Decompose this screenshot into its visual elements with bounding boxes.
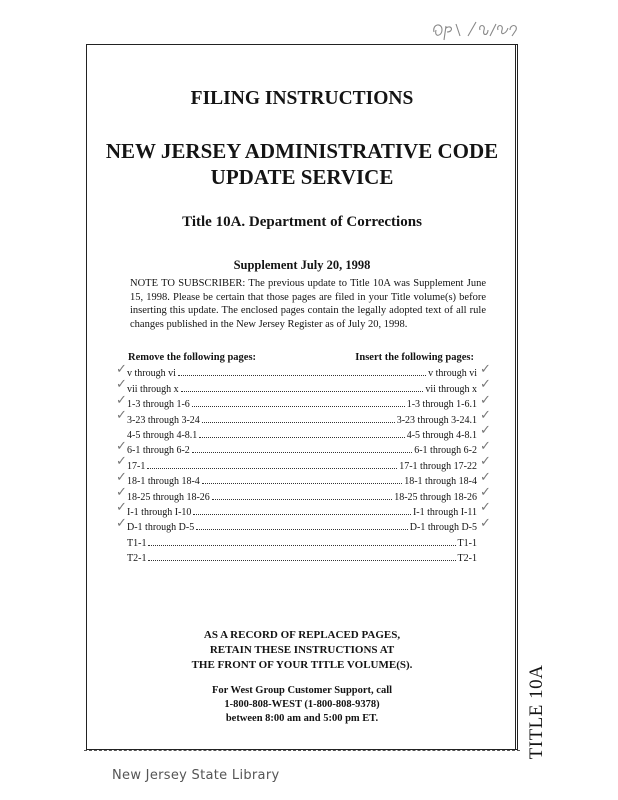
notice-line3: THE FRONT OF YOUR TITLE VOLUME(S). [191, 659, 413, 671]
bottom-dashed-rule [84, 750, 520, 751]
check-mark-icon: ✓ [116, 516, 127, 531]
check-mark-icon: ✓ [480, 377, 491, 392]
check-mark-icon: ✓ [116, 408, 127, 423]
page-row [127, 533, 477, 548]
page-row [127, 379, 477, 394]
dot-leader [193, 514, 411, 515]
supplement-date: Supplement July 20, 1998 [233, 258, 371, 272]
side-tab [516, 44, 558, 760]
check-mark-icon: ✓ [116, 470, 127, 485]
check-mark-icon: ✓ [480, 470, 491, 485]
insert-pages: 6-1 through 6-2 [414, 445, 477, 457]
dot-leader [192, 406, 405, 407]
support-phone: 1-800-808-WEST (1-800-808-9378) [224, 699, 380, 710]
insert-pages-header: Insert the following pages: [355, 352, 474, 363]
insert-pages: 17-1 through 17-22 [399, 460, 477, 472]
code-title [86, 138, 518, 190]
insert-pages: T2-1 [457, 553, 477, 565]
check-mark-icon: ✓ [116, 393, 127, 408]
check-mark-icon: ✓ [480, 408, 491, 423]
page-row [127, 472, 477, 487]
check-mark-icon: ✓ [116, 500, 127, 515]
notice-line1: AS A RECORD OF REPLACED PAGES, [203, 629, 401, 641]
dot-leader [148, 545, 455, 546]
library-stamp: New Jersey State Library [112, 768, 280, 783]
insert-pages: D-1 through D-5 [409, 522, 477, 534]
department-title: Title 10A. Department of Corrections [182, 214, 422, 230]
check-mark-icon: ✓ [116, 377, 127, 392]
retain-instructions-notice [86, 628, 518, 673]
page-row [127, 364, 477, 379]
remove-pages: v through vi [127, 368, 176, 380]
check-mark-icon: ✓ [480, 362, 491, 377]
page-row [127, 503, 477, 518]
page-list [127, 364, 477, 564]
check-mark-icon: ✓ [480, 500, 491, 515]
insert-pages: 1-3 through 1-6.1 [406, 399, 477, 411]
dot-leader [147, 468, 397, 469]
code-title-line2: UPDATE SERVICE [210, 165, 394, 189]
code-title-line1: NEW JERSEY ADMINISTRATIVE CODE [105, 139, 499, 163]
dot-leader [199, 437, 404, 438]
insert-pages: 3-23 through 3-24.1 [396, 414, 477, 426]
insert-pages: 18-25 through 18-26 [394, 491, 477, 503]
remove-pages: I-1 through I-10 [127, 506, 192, 518]
check-mark-icon: ✓ [116, 362, 127, 377]
check-mark-icon: ✓ [480, 516, 491, 531]
remove-pages: 18-25 through 18-26 [127, 491, 210, 503]
handwritten-initials [428, 18, 528, 42]
dot-leader [192, 452, 412, 453]
check-mark-icon: ✓ [480, 423, 491, 438]
remove-pages: 18-1 through 18-4 [127, 476, 200, 488]
insert-pages: I-1 through I-11 [412, 506, 477, 518]
page-row [127, 456, 477, 471]
dot-leader [212, 499, 392, 500]
page-row [127, 395, 477, 410]
insert-pages: 18-1 through 18-4 [404, 476, 477, 488]
side-tab-label: TITLE 10A [526, 664, 547, 760]
remove-pages: 3-23 through 3-24 [127, 414, 200, 426]
check-mark-icon: ✓ [480, 454, 491, 469]
page-row [127, 410, 477, 425]
page-row [127, 487, 477, 502]
remove-pages: D-1 through D-5 [127, 522, 195, 534]
dot-leader [202, 422, 395, 423]
support-hours: between 8:00 am and 5:00 pm ET. [225, 713, 379, 724]
dot-leader [202, 483, 402, 484]
remove-pages: 17-1 [127, 460, 146, 472]
check-mark-icon: ✓ [480, 439, 491, 454]
dot-leader [196, 529, 408, 530]
remove-pages: T2-1 [127, 553, 147, 565]
page-row [127, 426, 477, 441]
check-mark-icon: ✓ [116, 454, 127, 469]
document-title: FILING INSTRUCTIONS [190, 88, 414, 109]
dot-leader [148, 560, 455, 561]
dot-leader [181, 391, 424, 392]
check-mark-icon: ✓ [116, 485, 127, 500]
remove-pages-header: Remove the following pages: [128, 352, 257, 363]
notice-line2: RETAIN THESE INSTRUCTIONS AT [209, 644, 395, 656]
insert-pages: 4-5 through 4-8.1 [406, 429, 477, 441]
check-mark-icon: ✓ [480, 485, 491, 500]
insert-pages: vii through x [425, 383, 477, 395]
check-mark-icon: ✓ [116, 439, 127, 454]
page-row [127, 441, 477, 456]
customer-support-info [86, 684, 518, 726]
remove-pages: T1-1 [127, 537, 147, 549]
remove-pages: 6-1 through 6-2 [127, 445, 190, 457]
page-row [127, 549, 477, 564]
dot-leader [178, 375, 426, 376]
check-mark-icon: ✓ [480, 393, 491, 408]
insert-pages: T1-1 [457, 537, 477, 549]
insert-pages: v through vi [428, 368, 477, 380]
remove-pages: 1-3 through 1-6 [127, 399, 190, 411]
page-row [127, 518, 477, 533]
subscriber-note: NOTE TO SUBSCRIBER: The previous update to Title 10A was Supplement June 15, 1998. Please be certain that those pages are filed in your Title volume(s) before inserting this update. The enclosed pages contain the legally adopted text of all rule changes published in the New Jersey Register as of July 20, 1998. [130, 278, 486, 330]
remove-pages: vii through x [127, 383, 179, 395]
remove-pages: 4-5 through 4-8.1 [127, 429, 198, 441]
support-line1: For West Group Customer Support, call [211, 685, 393, 696]
